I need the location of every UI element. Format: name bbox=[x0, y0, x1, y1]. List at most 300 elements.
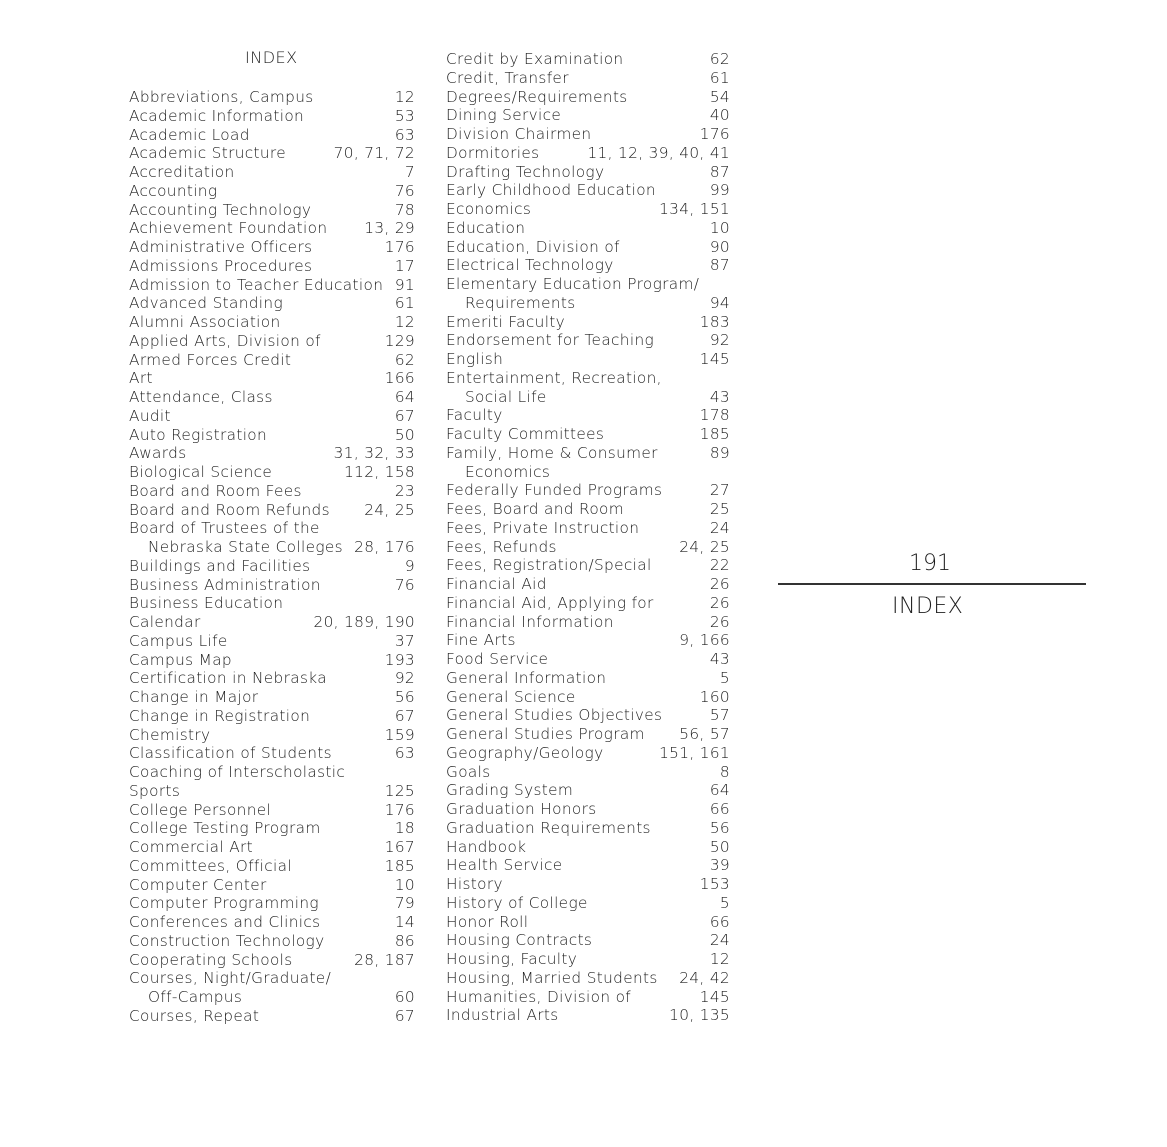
index-entry bbox=[129, 951, 415, 970]
index-page-refs: 24, 42 bbox=[679, 968, 730, 987]
index-term: Accounting Technology bbox=[129, 200, 312, 219]
index-page-refs: 31, 32, 33 bbox=[333, 444, 415, 463]
index-term: Classification of Students bbox=[129, 744, 332, 763]
index-entry bbox=[446, 331, 730, 350]
index-term: Financial Information bbox=[446, 612, 614, 631]
index-term: Armed Forces Credit bbox=[129, 350, 292, 369]
index-term: Attendance, Class bbox=[129, 388, 273, 406]
index-entry bbox=[446, 875, 730, 894]
index-entry bbox=[446, 444, 730, 463]
index-term: Graduation Requirements bbox=[446, 818, 651, 837]
index-page-refs: 176 bbox=[699, 125, 730, 143]
index-entry bbox=[129, 519, 415, 538]
index-term: College Personnel bbox=[129, 800, 272, 819]
index-entry bbox=[446, 350, 730, 369]
index-term: General Information bbox=[446, 668, 607, 687]
index-entry bbox=[129, 201, 415, 220]
index-term: Board of Trustees of the bbox=[129, 519, 320, 538]
index-entry bbox=[129, 594, 415, 613]
index-term: Federally Funded Programs bbox=[446, 481, 663, 500]
index-entry bbox=[446, 425, 730, 444]
index-term: History of College bbox=[446, 893, 588, 912]
index-term: Endorsement for Teaching bbox=[446, 331, 655, 350]
index-page-refs: 87 bbox=[709, 162, 730, 181]
index-term: Art bbox=[129, 369, 153, 388]
index-term: Early Childhood Education bbox=[446, 181, 656, 200]
index-term: Grading System bbox=[446, 781, 574, 800]
index-term: Commercial Art bbox=[129, 838, 254, 856]
index-entry bbox=[129, 482, 415, 501]
index-entry bbox=[129, 763, 415, 782]
index-term: General Science bbox=[446, 687, 576, 706]
index-page-refs: 64 bbox=[394, 388, 415, 406]
page-divider bbox=[778, 583, 1086, 585]
index-entry bbox=[129, 669, 415, 688]
index-page-refs: 92 bbox=[709, 331, 730, 350]
index-entry bbox=[446, 181, 730, 200]
index-page-refs: 76 bbox=[394, 181, 415, 200]
index-entry bbox=[446, 256, 730, 275]
index-page-refs: 40 bbox=[709, 106, 730, 125]
index-page-refs: 185 bbox=[384, 856, 415, 875]
index-page-refs: 20, 189, 190 bbox=[313, 613, 415, 631]
index-page-refs: 92 bbox=[394, 669, 415, 688]
index-term: Faculty Committees bbox=[446, 425, 605, 443]
index-term: Humanities, Division of bbox=[446, 987, 632, 1006]
index-page-refs: 37 bbox=[394, 631, 415, 650]
index-term: Awards bbox=[129, 444, 187, 463]
index-term: Economics bbox=[446, 200, 532, 218]
index-entry bbox=[446, 1006, 730, 1025]
index-term: Computer Center bbox=[129, 875, 267, 894]
index-page-refs: 43 bbox=[709, 650, 730, 668]
index-page-refs: 145 bbox=[699, 350, 730, 368]
index-entry bbox=[129, 426, 415, 445]
index-page-refs: 193 bbox=[384, 650, 415, 669]
index-entry bbox=[446, 313, 730, 332]
index-page-refs: 10 bbox=[394, 875, 415, 894]
index-entry bbox=[446, 144, 730, 163]
index-entry bbox=[446, 913, 730, 932]
index-entry bbox=[446, 294, 730, 313]
index-entry bbox=[446, 538, 730, 557]
index-term: Elementary Education Program/ bbox=[446, 275, 700, 293]
index-term: Campus Map bbox=[129, 650, 232, 669]
index-term: Conferences and Clinics bbox=[129, 913, 321, 931]
index-term: Advanced Standing bbox=[129, 294, 283, 313]
index-entry bbox=[446, 800, 730, 819]
index-page-refs: 43 bbox=[709, 387, 730, 406]
index-page-refs: 24, 25 bbox=[679, 537, 730, 556]
index-term: Coaching of Interscholastic bbox=[129, 763, 346, 781]
index-term: Economics bbox=[465, 462, 551, 481]
index-term: Credit by Examination bbox=[446, 50, 624, 68]
index-page-refs: 160 bbox=[699, 687, 730, 706]
index-page-refs: 27 bbox=[709, 481, 730, 500]
index-term: History bbox=[446, 875, 503, 893]
index-term: Faculty bbox=[446, 406, 503, 425]
index-page-refs: 76 bbox=[394, 575, 415, 594]
index-page-refs: 99 bbox=[709, 181, 730, 200]
index-entry bbox=[446, 744, 730, 763]
index-page-refs: 8 bbox=[719, 762, 730, 781]
index-term: Education bbox=[446, 218, 526, 237]
index-page-refs: 61 bbox=[394, 294, 415, 313]
index-entry bbox=[446, 950, 730, 969]
index-term: Sports bbox=[129, 781, 181, 800]
index-entry bbox=[129, 894, 415, 913]
index-term: Fees, Registration/Special bbox=[446, 556, 652, 575]
index-page-refs: 86 bbox=[394, 931, 415, 950]
index-term: Industrial Arts bbox=[446, 1006, 559, 1025]
index-page-refs: 166 bbox=[384, 369, 415, 388]
index-entry bbox=[446, 594, 730, 613]
index-term: Accreditation bbox=[129, 163, 235, 181]
index-term: Business Administration bbox=[129, 575, 321, 594]
index-entry bbox=[446, 50, 730, 69]
index-term: Computer Programming bbox=[129, 894, 319, 913]
index-term: Biological Science bbox=[129, 463, 273, 481]
index-page-refs: 151, 161 bbox=[659, 743, 730, 762]
index-page-refs: 28, 176 bbox=[354, 538, 415, 556]
index-entry bbox=[446, 650, 730, 669]
index-entry bbox=[129, 444, 415, 463]
index-term: Cooperating Schools bbox=[129, 950, 293, 969]
index-entry bbox=[446, 69, 730, 88]
index-entry bbox=[446, 575, 730, 594]
index-entry bbox=[446, 388, 730, 407]
index-entry bbox=[129, 632, 415, 651]
index-entry bbox=[129, 501, 415, 520]
index-page-refs: 57 bbox=[709, 706, 730, 725]
index-page-refs: 17 bbox=[394, 256, 415, 275]
index-term: Board and Room Refunds bbox=[129, 500, 330, 519]
index-entry bbox=[446, 238, 730, 257]
index-page-refs: 56 bbox=[394, 688, 415, 706]
index-entry bbox=[446, 838, 730, 857]
index-entry bbox=[446, 688, 730, 707]
index-entry bbox=[129, 276, 415, 295]
index-term: Admission to Teacher Education bbox=[129, 275, 384, 294]
index-entry bbox=[446, 725, 730, 744]
index-page-refs: 26 bbox=[709, 612, 730, 631]
index-page-refs: 125 bbox=[384, 781, 415, 800]
index-entry bbox=[446, 856, 730, 875]
index-page-refs: 78 bbox=[394, 200, 415, 219]
index-entry bbox=[129, 969, 415, 988]
index-term: General Studies Objectives bbox=[446, 706, 663, 725]
index-term: Alumni Association bbox=[129, 313, 281, 331]
index-term: Nebraska State Colleges bbox=[148, 538, 343, 556]
index-page-refs: 10 bbox=[709, 218, 730, 237]
index-entry bbox=[129, 294, 415, 313]
index-page-refs: 87 bbox=[709, 256, 730, 275]
index-page-refs: 67 bbox=[394, 1006, 415, 1025]
index-term: Auto Registration bbox=[129, 425, 268, 444]
index-term: Administrative Officers bbox=[129, 238, 313, 256]
index-entry bbox=[446, 500, 730, 519]
index-term: Division Chairmen bbox=[446, 125, 592, 143]
index-term: Graduation Honors bbox=[446, 800, 597, 818]
index-entry bbox=[129, 332, 415, 351]
index-page-refs: 64 bbox=[709, 781, 730, 800]
index-column-left bbox=[129, 88, 415, 1026]
section-label: INDEX bbox=[892, 594, 964, 619]
index-term: Requirements bbox=[465, 293, 576, 312]
index-page-refs: 53 bbox=[394, 106, 415, 125]
index-page-refs: 134, 151 bbox=[659, 200, 730, 218]
index-page-refs: 56 bbox=[709, 818, 730, 837]
index-term: Board and Room Fees bbox=[129, 481, 302, 500]
index-term: Emeriti Faculty bbox=[446, 312, 566, 331]
index-entry bbox=[129, 538, 415, 557]
index-page-refs: 39 bbox=[709, 856, 730, 875]
index-term: Honor Roll bbox=[446, 912, 529, 931]
index-page-refs: 167 bbox=[384, 838, 415, 856]
index-page-refs: 26 bbox=[709, 575, 730, 593]
index-page-refs: 24 bbox=[709, 518, 730, 537]
index-term: Goals bbox=[446, 762, 491, 781]
index-term: Fees, Board and Room bbox=[446, 500, 625, 518]
index-term: Food Service bbox=[446, 650, 549, 668]
index-term: Off-Campus bbox=[148, 988, 243, 1006]
index-term: Financial Aid, Applying for bbox=[446, 593, 654, 612]
index-page-refs: 63 bbox=[394, 125, 415, 144]
index-entry bbox=[446, 369, 730, 388]
index-term: Committees, Official bbox=[129, 856, 292, 875]
index-entry bbox=[129, 163, 415, 182]
index-page-refs: 63 bbox=[394, 744, 415, 763]
index-page-refs: 79 bbox=[394, 894, 415, 913]
index-page-refs: 70, 71, 72 bbox=[333, 144, 415, 163]
index-term: Abbreviations, Campus bbox=[129, 88, 314, 106]
index-entry bbox=[129, 107, 415, 126]
index-entry bbox=[129, 876, 415, 895]
index-entry bbox=[446, 275, 730, 294]
index-entry bbox=[446, 613, 730, 632]
index-term: Academic Information bbox=[129, 106, 305, 125]
index-page-refs: 91 bbox=[394, 275, 415, 294]
index-page-refs: 54 bbox=[709, 87, 730, 106]
index-entry bbox=[446, 200, 730, 219]
index-term: Drafting Technology bbox=[446, 162, 605, 181]
index-term: College Testing Program bbox=[129, 819, 321, 838]
index-page-refs: 14 bbox=[394, 913, 415, 931]
index-title: INDEX bbox=[245, 48, 298, 67]
index-entry bbox=[446, 969, 730, 988]
index-term: Courses, Repeat bbox=[129, 1006, 260, 1025]
index-page-refs: 66 bbox=[709, 912, 730, 931]
index-page-refs: 66 bbox=[709, 800, 730, 818]
index-term: Entertainment, Recreation, bbox=[446, 368, 662, 387]
index-term: Handbook bbox=[446, 837, 527, 856]
index-entry bbox=[129, 238, 415, 257]
index-entry bbox=[446, 519, 730, 538]
index-entry bbox=[129, 407, 415, 426]
index-entry bbox=[129, 819, 415, 838]
index-term: Education, Division of bbox=[446, 237, 620, 256]
index-page-refs: 185 bbox=[699, 425, 730, 443]
page-number: 191 bbox=[909, 551, 951, 576]
index-entry bbox=[129, 219, 415, 238]
index-entry bbox=[129, 651, 415, 670]
index-page-refs: 62 bbox=[709, 50, 730, 68]
index-page-refs: 12 bbox=[394, 88, 415, 106]
index-page-refs: 13, 29 bbox=[364, 219, 415, 238]
index-entry bbox=[446, 88, 730, 107]
index-entry bbox=[446, 706, 730, 725]
index-entry bbox=[446, 463, 730, 482]
index-entry bbox=[446, 931, 730, 950]
index-page-refs: 145 bbox=[699, 987, 730, 1006]
index-entry bbox=[129, 576, 415, 595]
index-page-refs: 28, 187 bbox=[354, 950, 415, 969]
index-entry bbox=[129, 838, 415, 857]
index-term: Credit, Transfer bbox=[446, 68, 569, 87]
index-term: Social Life bbox=[465, 387, 547, 406]
index-term: Accounting bbox=[129, 181, 218, 200]
index-page-refs: 176 bbox=[384, 238, 415, 256]
index-page-refs: 61 bbox=[709, 68, 730, 87]
index-entry bbox=[446, 163, 730, 182]
index-page-refs: 183 bbox=[699, 312, 730, 331]
index-page-refs: 9, 166 bbox=[679, 631, 730, 650]
index-page-refs: 90 bbox=[709, 237, 730, 256]
index-entry bbox=[129, 144, 415, 163]
index-term: Academic Structure bbox=[129, 144, 286, 163]
index-term: Fees, Private Instruction bbox=[446, 518, 640, 537]
index-entry bbox=[129, 726, 415, 745]
index-entry bbox=[446, 481, 730, 500]
index-page-refs: 112, 158 bbox=[344, 463, 415, 481]
index-term: Applied Arts, Division of bbox=[129, 331, 321, 350]
index-term: Campus Life bbox=[129, 631, 228, 650]
index-entry bbox=[446, 406, 730, 425]
index-page-refs: 23 bbox=[394, 481, 415, 500]
index-term: Electrical Technology bbox=[446, 256, 614, 275]
index-page-refs: 129 bbox=[384, 331, 415, 350]
index-page-refs: 176 bbox=[384, 800, 415, 819]
index-term: Audit bbox=[129, 406, 171, 425]
index-entry bbox=[129, 707, 415, 726]
index-term: Financial Aid bbox=[446, 575, 547, 593]
index-page-refs: 159 bbox=[384, 725, 415, 744]
index-term: Change in Registration bbox=[129, 706, 311, 725]
index-term: Change in Major bbox=[129, 688, 259, 706]
index-page-refs: 153 bbox=[699, 875, 730, 893]
index-term: Buildings and Facilities bbox=[129, 556, 311, 575]
index-page-refs: 24, 25 bbox=[364, 500, 415, 519]
index-entry bbox=[129, 1007, 415, 1026]
index-entry bbox=[129, 913, 415, 932]
index-page-refs: 89 bbox=[709, 443, 730, 462]
index-entry bbox=[129, 182, 415, 201]
index-page-refs: 25 bbox=[709, 500, 730, 518]
index-term: Geography/Geology bbox=[446, 743, 604, 762]
index-page-refs: 67 bbox=[394, 706, 415, 725]
index-page-refs: 60 bbox=[394, 988, 415, 1006]
index-page-refs: 67 bbox=[394, 406, 415, 425]
index-term: Fees, Refunds bbox=[446, 537, 557, 556]
index-entry bbox=[129, 988, 415, 1007]
index-term: English bbox=[446, 350, 504, 368]
index-page-refs: 18 bbox=[394, 819, 415, 838]
index-page-refs: 22 bbox=[709, 556, 730, 575]
index-term: Calendar bbox=[129, 613, 201, 631]
index-entry bbox=[446, 219, 730, 238]
index-entry bbox=[129, 801, 415, 820]
index-term: Housing, Married Students bbox=[446, 968, 658, 987]
index-page-refs: 10, 135 bbox=[669, 1006, 730, 1025]
index-entry bbox=[446, 988, 730, 1007]
index-term: Health Service bbox=[446, 856, 563, 875]
index-entry bbox=[129, 857, 415, 876]
index-entry bbox=[446, 763, 730, 782]
index-term: Business Education bbox=[129, 594, 284, 613]
index-term: Academic Load bbox=[129, 125, 250, 144]
index-entry bbox=[446, 894, 730, 913]
index-entry bbox=[129, 126, 415, 145]
index-page-refs: 5 bbox=[719, 668, 730, 687]
index-page-refs: 50 bbox=[709, 837, 730, 856]
index-term: Dormitories bbox=[446, 143, 540, 162]
index-term: Courses, Night/Graduate/ bbox=[129, 969, 332, 988]
index-entry bbox=[446, 556, 730, 575]
index-entry bbox=[129, 369, 415, 388]
index-term: General Studies Program bbox=[446, 725, 645, 743]
index-entry bbox=[129, 613, 415, 632]
index-entry bbox=[129, 351, 415, 370]
index-term: Construction Technology bbox=[129, 931, 325, 950]
index-term: Housing, Faculty bbox=[446, 950, 578, 968]
index-page-refs: 12 bbox=[394, 313, 415, 331]
index-page-refs: 178 bbox=[699, 406, 730, 425]
index-term: Fine Arts bbox=[446, 631, 516, 650]
index-entry bbox=[129, 257, 415, 276]
index-entry bbox=[129, 88, 415, 107]
index-column-right bbox=[446, 50, 730, 1025]
index-entry bbox=[129, 932, 415, 951]
index-entry bbox=[446, 781, 730, 800]
index-page-refs: 12 bbox=[709, 950, 730, 968]
index-entry bbox=[446, 631, 730, 650]
index-entry bbox=[129, 313, 415, 332]
index-term: Dining Service bbox=[446, 106, 562, 125]
index-term: Family, Home & Consumer bbox=[446, 443, 658, 462]
index-term: Admissions Procedures bbox=[129, 256, 313, 275]
index-page-refs: 26 bbox=[709, 593, 730, 612]
index-entry bbox=[129, 744, 415, 763]
index-page-refs: 62 bbox=[394, 350, 415, 369]
index-term: Certification in Nebraska bbox=[129, 669, 327, 688]
index-page-refs: 9 bbox=[404, 556, 415, 575]
index-term: Housing Contracts bbox=[446, 931, 593, 950]
index-entry bbox=[129, 388, 415, 407]
index-entry bbox=[129, 782, 415, 801]
index-page-refs: 11, 12, 39, 40, 41 bbox=[587, 143, 730, 162]
index-page-refs: 94 bbox=[709, 293, 730, 312]
index-page-refs: 7 bbox=[404, 163, 415, 181]
index-page-refs: 24 bbox=[709, 931, 730, 950]
index-entry bbox=[129, 688, 415, 707]
index-page-refs: 56, 57 bbox=[679, 725, 730, 743]
index-term: Chemistry bbox=[129, 725, 211, 744]
index-entry bbox=[446, 106, 730, 125]
index-term: Achievement Foundation bbox=[129, 219, 328, 238]
index-entry bbox=[129, 557, 415, 576]
index-entry bbox=[446, 125, 730, 144]
index-entry bbox=[129, 463, 415, 482]
